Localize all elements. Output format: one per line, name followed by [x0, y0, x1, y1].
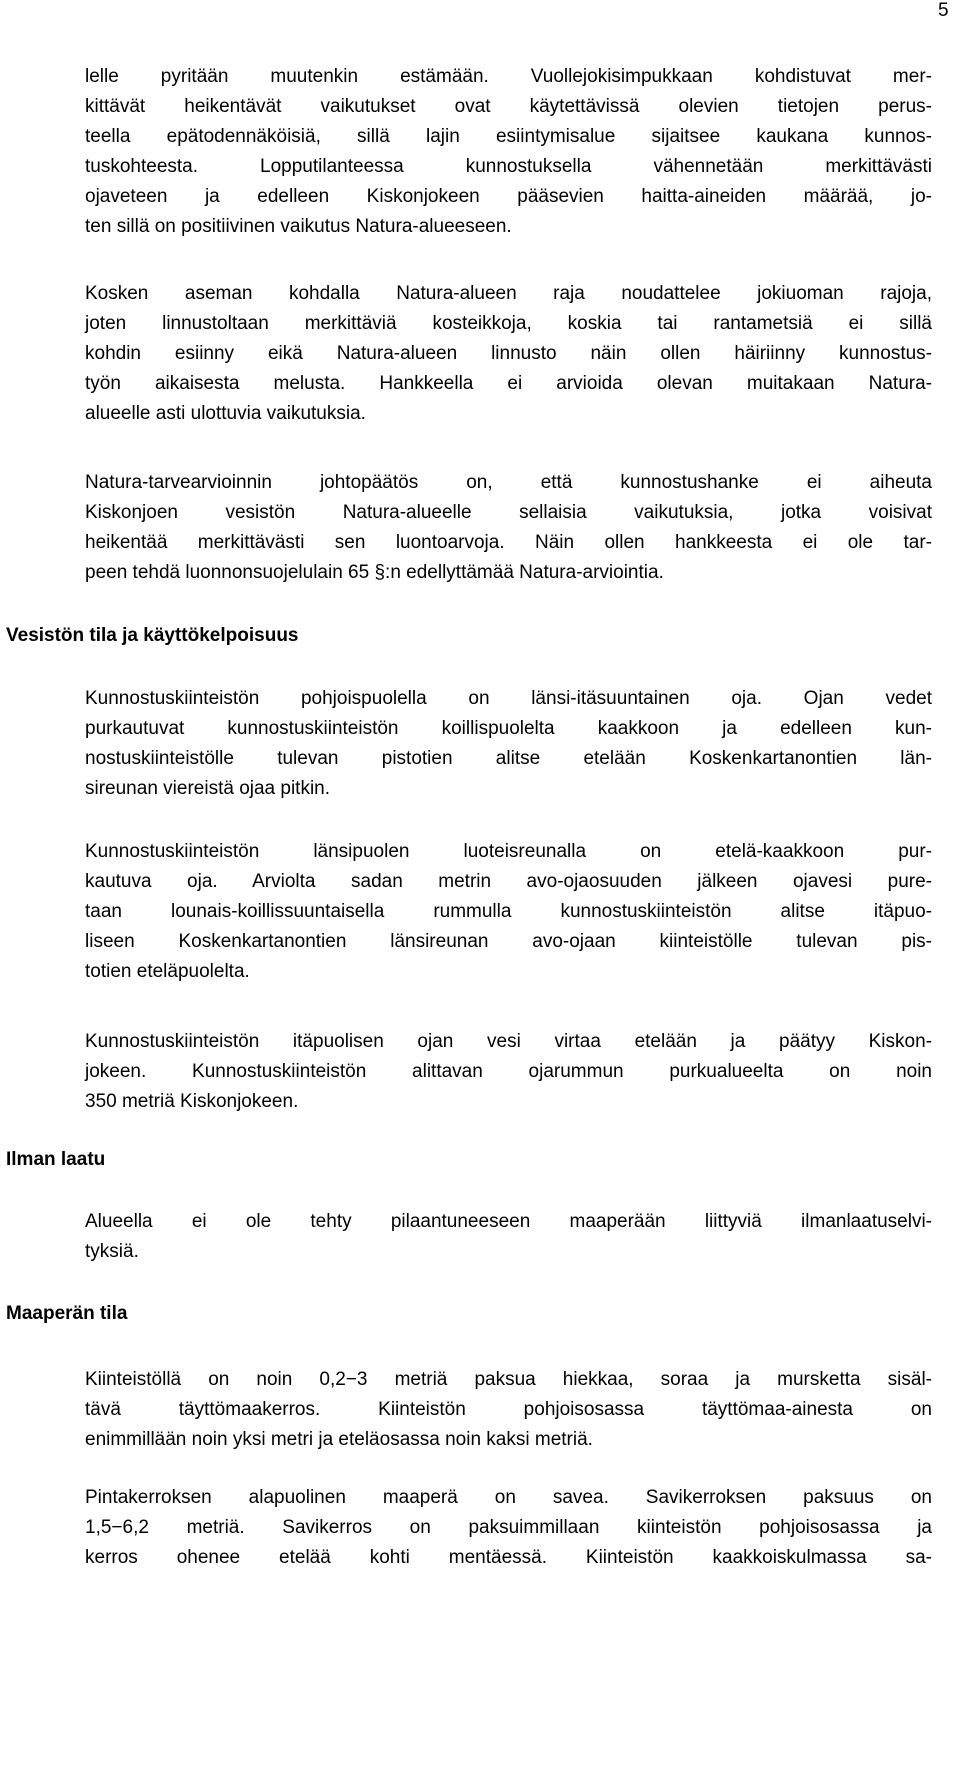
text-line: ten sillä on positiivinen vaikutus Natura-alueeseen.: [85, 216, 512, 237]
text-line: nostuskiinteistölle tulevan pistotien alitse etelään Koskenkartanontien län-: [85, 748, 932, 769]
text-line: peen tehdä luonnonsuojelulain 65 §:n edellyttämää Natura-arviointia.: [85, 562, 664, 583]
paragraph-natura-impact: [85, 62, 932, 242]
text-line: joten linnustoltaan merkittäviä kosteikkoja, koskia tai rantametsiä ei sillä: [85, 313, 932, 334]
text-line: 350 metriä Kiskonjokeen.: [85, 1091, 299, 1112]
text-line: kerros ohenee etelää kohti mentäessä. Kiinteistön kaakkoiskulmassa sa-: [85, 1547, 932, 1568]
paragraph-ilmanlaatu: [85, 1207, 932, 1267]
text-line: kittävät heikentävät vaikutukset ovat käytettävissä olevien tietojen perus-: [85, 96, 932, 117]
text-line: tuskohteesta. Lopputilanteessa kunnostuksella vähennetään merkittävästi: [85, 156, 932, 177]
text-line: Alueella ei ole tehty pilaantuneeseen maaperään liittyviä ilmanlaatuselvi-: [85, 1211, 932, 1232]
text-line: taan lounais-koillissuuntaisella rummulla kunnostuskiinteistön alitse itäpuo-: [85, 901, 932, 922]
text-line: Kiinteistöllä on noin 0,2−3 metriä paksua hiekkaa, soraa ja mursketta sisäl-: [85, 1369, 932, 1390]
text-line: totien eteläpuolelta.: [85, 961, 250, 982]
text-line: 1,5−6,2 metriä. Savikerros on paksuimmillaan kiinteistön pohjoisosassa ja: [85, 1517, 932, 1538]
text-line: sireunan viereistä ojaa pitkin.: [85, 778, 331, 799]
text-line: enimmillään noin yksi metri ja eteläosassa noin kaksi metriä.: [85, 1429, 593, 1450]
section-heading-maaperan-tila: Maaperän tila: [6, 1303, 128, 1324]
paragraph-natura-conclusion: [85, 468, 932, 588]
page-number: 5: [938, 0, 949, 21]
text-line: Kosken aseman kohdalla Natura-alueen raja noudattelee jokiuoman rajoja,: [85, 283, 932, 304]
paragraph-itapuolen-oja: [85, 1027, 932, 1117]
paragraph-pohjoispuolen-oja: [85, 684, 932, 804]
text-line: työn aikaisesta melusta. Hankkeella ei arvioida olevan muitakaan Natura-: [85, 373, 932, 394]
text-line: kohdin esiinny eikä Natura-alueen linnusto näin ollen häiriinny kunnostus-: [85, 343, 932, 364]
text-line: heikentää merkittävästi sen luontoarvoja. Näin ollen hankkeesta ei ole tar-: [85, 532, 932, 553]
text-line: teella epätodennäköisiä, sillä lajin esiintymisalue sijaitsee kaukana kunnos-: [85, 126, 932, 147]
paragraph-tayttomaakerros: [85, 1365, 932, 1455]
text-line: ojaveteen ja edelleen Kiskonjokeen pääsevien haitta-aineiden määrää, jo-: [85, 186, 932, 207]
text-line: Kunnostuskiinteistön pohjoispuolella on länsi-itäsuuntainen oja. Ojan vedet: [85, 688, 932, 709]
text-line: Kunnostuskiinteistön itäpuolisen ojan vesi virtaa etelään ja päätyy Kiskon-: [85, 1031, 932, 1052]
text-line: tävä täyttömaakerros. Kiinteistön pohjoisosassa täyttömaa-ainesta on: [85, 1399, 932, 1420]
text-line: liseen Koskenkartanontien länsireunan avo-ojaan kiinteistölle tulevan pis-: [85, 931, 932, 952]
paragraph-kosken-asema: [85, 279, 932, 429]
section-heading-ilman-laatu: Ilman laatu: [6, 1149, 106, 1170]
text-line: lelle pyritään muutenkin estämään. Vuollejokisimpukkaan kohdistuvat mer-: [85, 66, 932, 87]
text-line: alueelle asti ulottuvia vaikutuksia.: [85, 403, 366, 424]
text-line: Natura-tarvearvioinnin johtopäätös on, että kunnostushanke ei aiheuta: [85, 472, 932, 493]
text-line: kautuva oja. Arviolta sadan metrin avo-ojaosuuden jälkeen ojavesi pure-: [85, 871, 932, 892]
text-line: Kiskonjoen vesistön Natura-alueelle sellaisia vaikutuksia, jotka voisivat: [85, 502, 932, 523]
section-heading-vesiston-tila: Vesistön tila ja käyttökelpoisuus: [6, 625, 299, 646]
text-line: Pintakerroksen alapuolinen maaperä on savea. Savikerroksen paksuus on: [85, 1487, 932, 1508]
text-line: jokeen. Kunnostuskiinteistön alittavan ojarummun purkualueelta on noin: [85, 1061, 932, 1082]
text-line: tyksiä.: [85, 1241, 139, 1262]
paragraph-lansipuolen-oja: [85, 837, 932, 987]
text-line: Kunnostuskiinteistön länsipuolen luoteisreunalla on etelä-kaakkoon pur-: [85, 841, 932, 862]
text-line: purkautuvat kunnostuskiinteistön koillispuolelta kaakkoon ja edelleen kun-: [85, 718, 932, 739]
paragraph-savikerros: [85, 1483, 932, 1573]
